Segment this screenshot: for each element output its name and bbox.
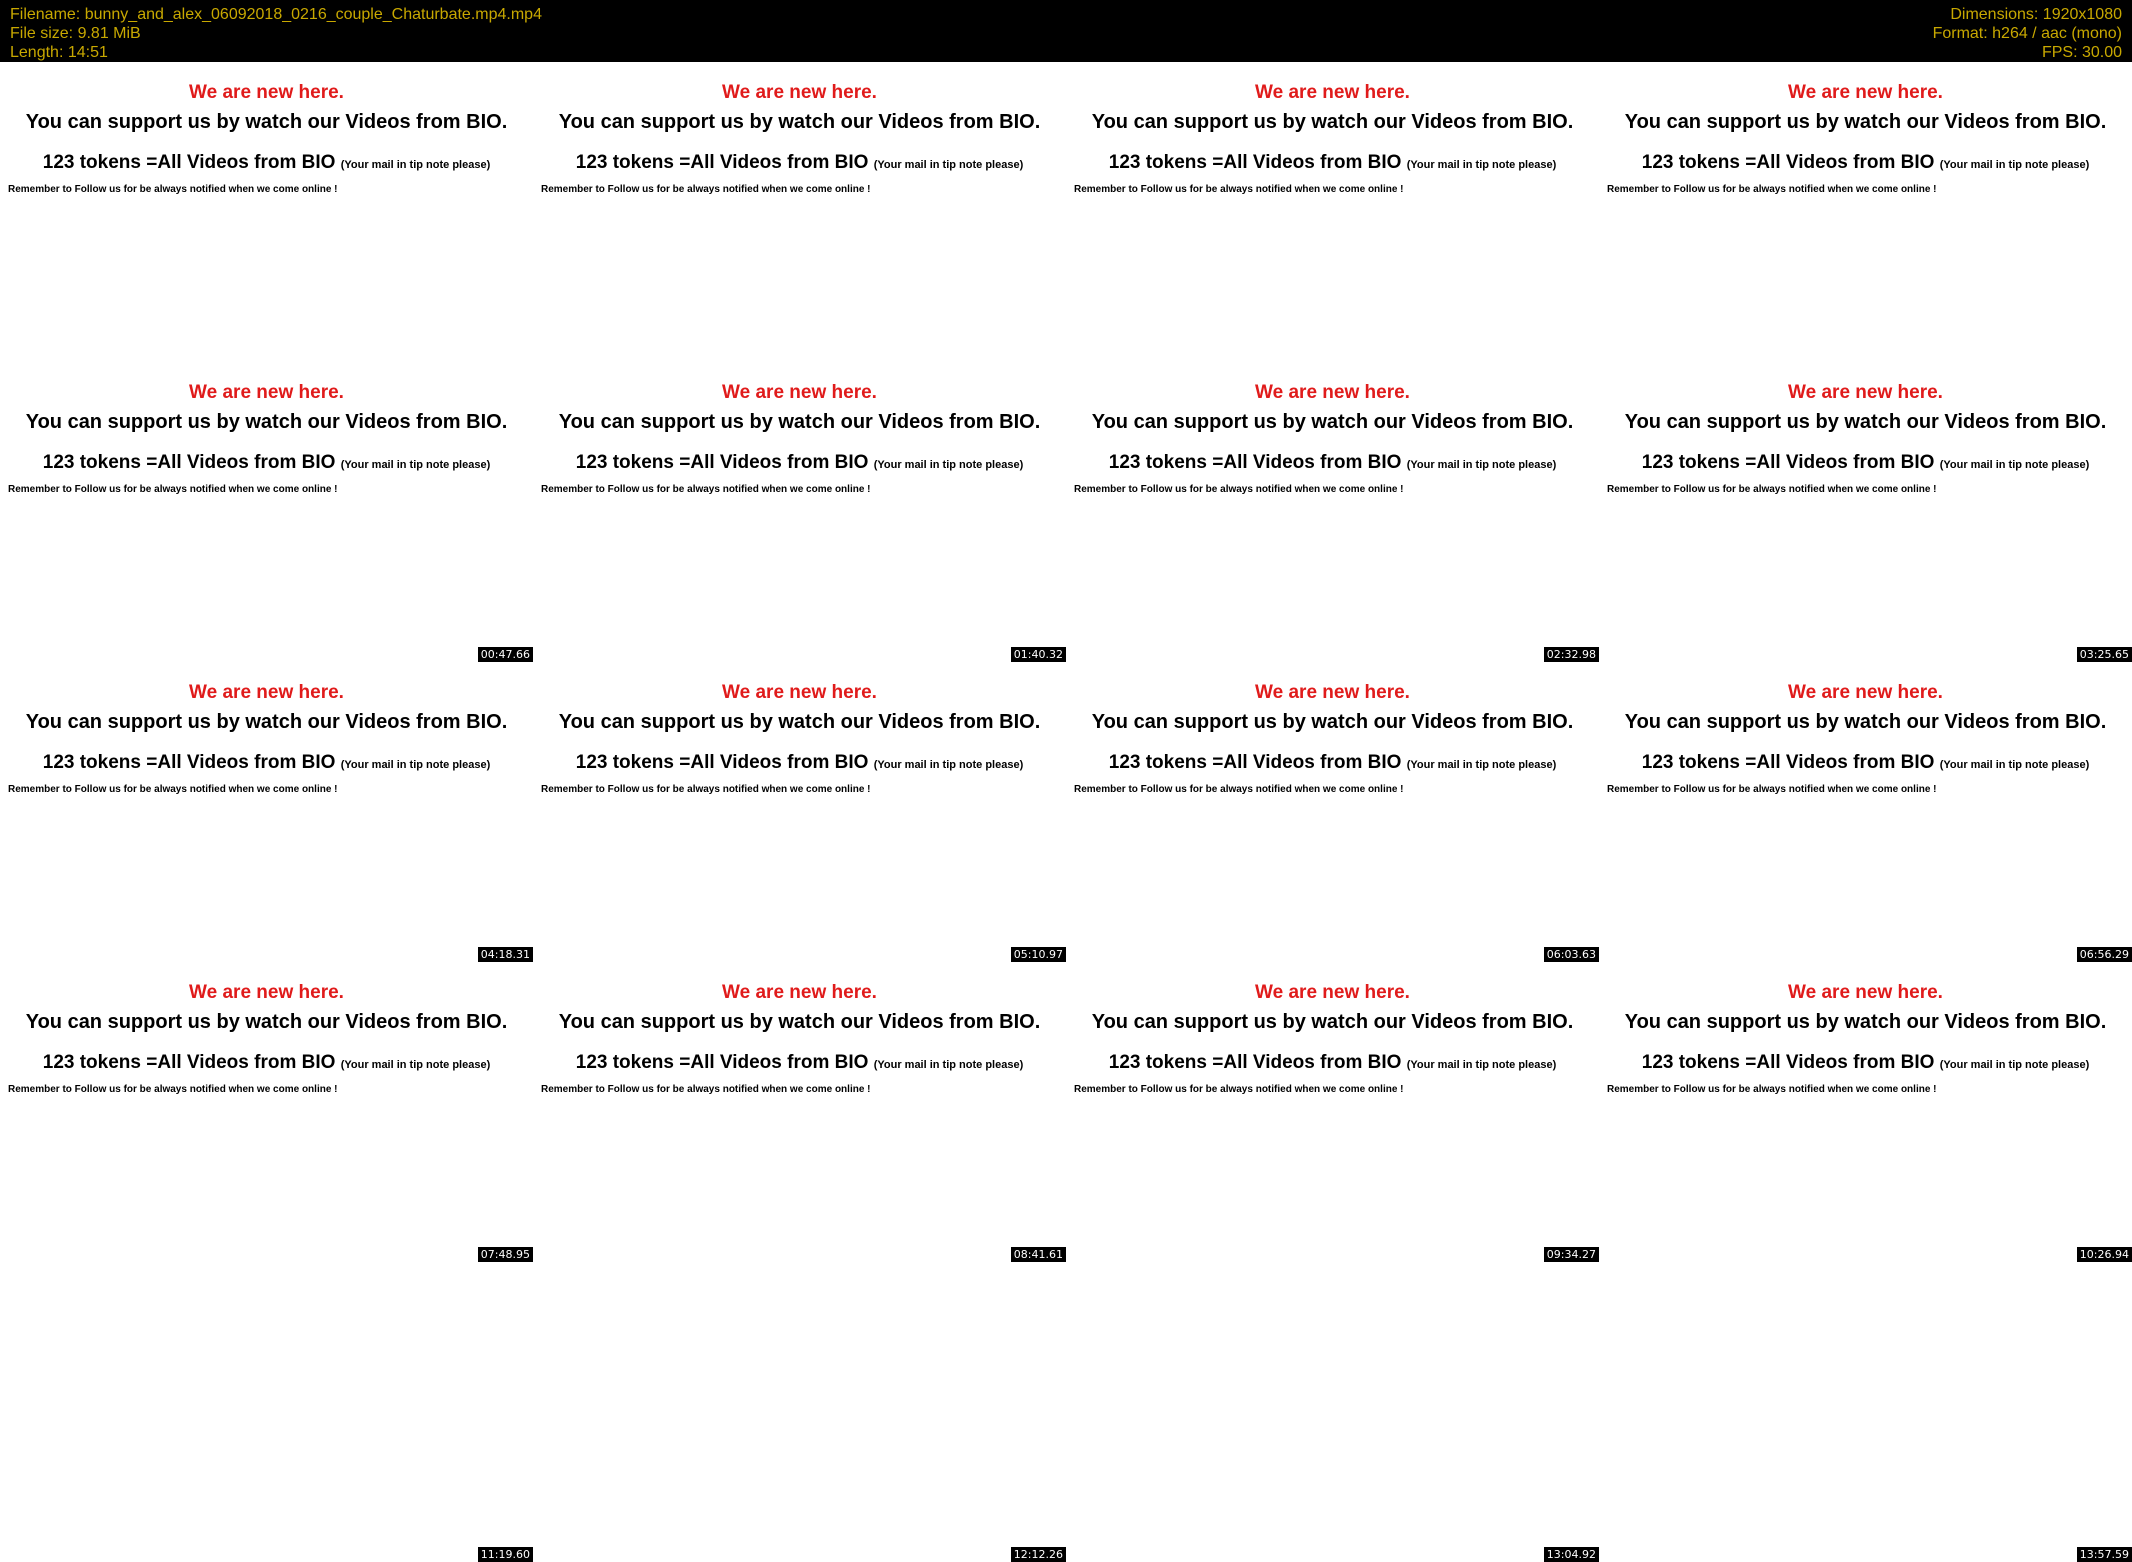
thumbnail-cell[interactable] [533,362,1066,662]
thumbnail-overlay-text [1599,662,2132,796]
thumbnail-timestamp: 02:32.98 [1544,647,1599,662]
thumbnail-cell[interactable] [533,62,1066,362]
thumbnail-timestamp: 04:18.31 [478,947,533,962]
overlay-tokens-main: 123 tokens =All Videos from BIO [42,752,336,773]
overlay-line-support: You can support us by watch our Videos from BIO. [558,111,1041,133]
thumbnail-cell[interactable] [0,62,533,362]
overlay-tokens-note: (Your mail in tip note please) [1406,459,1557,471]
overlay-line-remember: Remember to Follow us for be always notified when we come online ! [8,484,338,495]
overlay-line-new: We are new here. [1788,382,1943,403]
overlay-tokens-note: (Your mail in tip note please) [873,459,1024,471]
overlay-tokens-note: (Your mail in tip note please) [1406,1059,1557,1071]
overlay-line-support: You can support us by watch our Videos from BIO. [1091,711,1574,733]
overlay-line-remember: Remember to Follow us for be always notified when we come online ! [8,784,338,795]
overlay-line-remember: Remember to Follow us for be always notified when we come online ! [541,484,871,495]
thumbnail-cell[interactable] [1066,962,1599,1262]
overlay-line-support: You can support us by watch our Videos from BIO. [558,711,1041,733]
thumbnail-overlay-text [1599,962,2132,1096]
overlay-line-tokens [0,452,533,476]
thumbnail-timestamp: 07:48.95 [478,1247,533,1262]
overlay-line-tokens [0,152,533,176]
overlay-line-new: We are new here. [722,382,877,403]
thumbnail-timestamp: 00:47.66 [478,647,533,662]
overlay-line-new: We are new here. [1788,982,1943,1003]
thumbnail-row [0,362,2132,662]
thumbnail-cell[interactable] [0,362,533,662]
thumbnail-overlay-text [1066,362,1599,496]
overlay-line-remember: Remember to Follow us for be always notified when we come online ! [8,184,338,195]
overlay-line-tokens [1599,152,2132,176]
overlay-tokens-main: 123 tokens =All Videos from BIO [575,1052,869,1073]
overlay-line-new: We are new here. [1788,682,1943,703]
overlay-line-new: We are new here. [1255,82,1410,103]
thumbnail-overlay-text [1066,662,1599,796]
overlay-line-support: You can support us by watch our Videos from BIO. [25,1011,508,1033]
overlay-line-tokens [1066,452,1599,476]
thumbnail-timestamp: 03:25.65 [2077,647,2132,662]
video-info-right [1933,5,2122,62]
overlay-line-new: We are new here. [189,382,344,403]
overlay-line-new: We are new here. [1788,82,1943,103]
thumbnail-timestamp: 01:40.32 [1011,647,1066,662]
overlay-line-remember: Remember to Follow us for be always notified when we come online ! [541,184,871,195]
thumbnail-overlay-text [533,662,1066,796]
overlay-line-tokens [533,452,1066,476]
overlay-tokens-main: 123 tokens =All Videos from BIO [1641,1052,1935,1073]
thumbnail-timestamp: 08:41.61 [1011,1247,1066,1262]
thumbnail-overlay-text [1599,362,2132,496]
overlay-line-tokens [1599,1052,2132,1076]
overlay-line-remember: Remember to Follow us for be always notified when we come online ! [541,1084,871,1095]
thumbnail-row [0,62,2132,362]
thumbnail-cell[interactable] [1066,662,1599,962]
dimensions-label: Dimensions: 1920x1080 [1950,6,2122,23]
thumbnail-timestamp: 10:26.94 [2077,1247,2132,1262]
overlay-line-tokens [533,152,1066,176]
overlay-tokens-note: (Your mail in tip note please) [340,159,491,171]
thumbnail-overlay-text [533,62,1066,196]
overlay-tokens-main: 123 tokens =All Videos from BIO [1108,752,1402,773]
thumbnail-overlay-text [0,662,533,796]
thumbnail-overlay-text [0,62,533,196]
overlay-line-remember: Remember to Follow us for be always notified when we come online ! [1607,484,1937,495]
thumbnail-overlay-text [0,962,533,1096]
overlay-line-remember: Remember to Follow us for be always notified when we come online ! [541,784,871,795]
overlay-tokens-main: 123 tokens =All Videos from BIO [575,752,869,773]
overlay-line-remember: Remember to Follow us for be always notified when we come online ! [1607,1084,1937,1095]
overlay-line-tokens [533,1052,1066,1076]
overlay-line-remember: Remember to Follow us for be always notified when we come online ! [1074,1084,1404,1095]
video-info-header [0,0,2132,62]
overlay-line-support: You can support us by watch our Videos from BIO. [25,711,508,733]
overlay-line-remember: Remember to Follow us for be always notified when we come online ! [1074,484,1404,495]
overlay-line-new: We are new here. [189,82,344,103]
fps-label: FPS: 30.00 [2041,44,2122,61]
overlay-line-remember: Remember to Follow us for be always notified when we come online ! [8,1084,338,1095]
overlay-line-new: We are new here. [722,682,877,703]
overlay-tokens-note: (Your mail in tip note please) [1406,159,1557,171]
overlay-tokens-main: 123 tokens =All Videos from BIO [1641,152,1935,173]
overlay-line-support: You can support us by watch our Videos from BIO. [25,111,508,133]
overlay-line-remember: Remember to Follow us for be always notified when we come online ! [1074,184,1404,195]
thumbnail-timestamp: 06:56.29 [2077,947,2132,962]
format-label: Format: h264 / aac (mono) [1932,25,2122,42]
overlay-line-tokens [0,752,533,776]
overlay-tokens-main: 123 tokens =All Videos from BIO [1108,152,1402,173]
thumbnail-overlay-text [533,362,1066,496]
overlay-line-tokens [1066,752,1599,776]
thumbnail-cell[interactable] [533,962,1066,1262]
overlay-tokens-note: (Your mail in tip note please) [1939,759,2090,771]
overlay-line-remember: Remember to Follow us for be always notified when we come online ! [1607,784,1937,795]
overlay-line-support: You can support us by watch our Videos from BIO. [1624,711,2107,733]
overlay-tokens-main: 123 tokens =All Videos from BIO [42,1052,336,1073]
overlay-line-tokens [0,1052,533,1076]
thumbnail-cell[interactable] [1599,662,2132,962]
overlay-line-support: You can support us by watch our Videos from BIO. [1624,411,2107,433]
overlay-tokens-note: (Your mail in tip note please) [340,1059,491,1071]
thumbnail-timestamp: 12:12.26 [1011,1547,1066,1562]
thumbnail-overlay-text [1066,62,1599,196]
overlay-line-support: You can support us by watch our Videos from BIO. [558,1011,1041,1033]
thumbnail-cell[interactable] [0,962,533,1262]
contact-sheet-grid [0,62,2132,1562]
filename-label: Filename: bunny_and_alex_06092018_0216_couple_Chaturbate.mp4.mp4 [10,6,542,23]
overlay-tokens-main: 123 tokens =All Videos from BIO [1641,752,1935,773]
overlay-line-support: You can support us by watch our Videos from BIO. [558,411,1041,433]
overlay-tokens-main: 123 tokens =All Videos from BIO [575,152,869,173]
overlay-line-support: You can support us by watch our Videos from BIO. [1091,111,1574,133]
overlay-line-support: You can support us by watch our Videos from BIO. [1624,1011,2107,1033]
overlay-line-new: We are new here. [189,682,344,703]
overlay-tokens-note: (Your mail in tip note please) [1939,1059,2090,1071]
length-label: Length: 14:51 [10,44,108,61]
overlay-tokens-note: (Your mail in tip note please) [873,159,1024,171]
overlay-tokens-note: (Your mail in tip note please) [873,1059,1024,1071]
overlay-tokens-main: 123 tokens =All Videos from BIO [575,452,869,473]
thumbnail-row [0,662,2132,962]
thumbnail-overlay-text [0,362,533,496]
overlay-tokens-main: 123 tokens =All Videos from BIO [1641,452,1935,473]
overlay-tokens-note: (Your mail in tip note please) [340,759,491,771]
overlay-line-tokens [1066,152,1599,176]
thumbnail-cell[interactable] [533,662,1066,962]
thumbnail-cell[interactable] [1599,1262,2132,1562]
thumbnail-timestamp: 06:03.63 [1544,947,1599,962]
overlay-tokens-main: 123 tokens =All Videos from BIO [42,152,336,173]
overlay-line-tokens [1599,452,2132,476]
overlay-line-new: We are new here. [1255,982,1410,1003]
overlay-tokens-note: (Your mail in tip note please) [873,759,1024,771]
thumbnail-cell[interactable] [1066,62,1599,362]
thumbnail-cell[interactable] [0,662,533,962]
overlay-line-support: You can support us by watch our Videos from BIO. [1091,411,1574,433]
overlay-tokens-main: 123 tokens =All Videos from BIO [1108,452,1402,473]
overlay-tokens-note: (Your mail in tip note please) [340,459,491,471]
thumbnail-overlay-text [533,962,1066,1096]
thumbnail-cell[interactable] [1066,362,1599,662]
thumbnail-timestamp: 13:04.92 [1544,1547,1599,1562]
thumbnail-cell[interactable] [0,1262,533,1562]
overlay-tokens-note: (Your mail in tip note please) [1939,159,2090,171]
overlay-line-remember: Remember to Follow us for be always notified when we come online ! [1074,784,1404,795]
overlay-line-new: We are new here. [189,982,344,1003]
thumbnail-cell[interactable] [1599,62,2132,362]
thumbnail-cell[interactable] [533,1262,1066,1562]
overlay-line-tokens [533,752,1066,776]
video-info-left [10,5,542,62]
overlay-line-new: We are new here. [1255,682,1410,703]
overlay-line-support: You can support us by watch our Videos from BIO. [1091,1011,1574,1033]
overlay-line-support: You can support us by watch our Videos from BIO. [25,411,508,433]
thumbnail-timestamp: 13:57.59 [2077,1547,2132,1562]
thumbnail-timestamp: 11:19.60 [478,1547,533,1562]
overlay-tokens-main: 123 tokens =All Videos from BIO [42,452,336,473]
overlay-line-new: We are new here. [722,982,877,1003]
thumbnail-row [0,1262,2132,1562]
overlay-line-tokens [1066,1052,1599,1076]
thumbnail-overlay-text [1066,962,1599,1096]
overlay-line-support: You can support us by watch our Videos from BIO. [1624,111,2107,133]
overlay-line-tokens [1599,752,2132,776]
overlay-tokens-main: 123 tokens =All Videos from BIO [1108,1052,1402,1073]
thumbnail-timestamp: 05:10.97 [1011,947,1066,962]
overlay-tokens-note: (Your mail in tip note please) [1406,759,1557,771]
filesize-label: File size: 9.81 MiB [10,25,141,42]
thumbnail-timestamp: 09:34.27 [1544,1247,1599,1262]
overlay-line-new: We are new here. [722,82,877,103]
thumbnail-cell[interactable] [1599,962,2132,1262]
thumbnail-cell[interactable] [1599,362,2132,662]
thumbnail-row [0,962,2132,1262]
thumbnail-overlay-text [1599,62,2132,196]
overlay-line-new: We are new here. [1255,382,1410,403]
overlay-line-remember: Remember to Follow us for be always notified when we come online ! [1607,184,1937,195]
thumbnail-cell[interactable] [1066,1262,1599,1562]
overlay-tokens-note: (Your mail in tip note please) [1939,459,2090,471]
